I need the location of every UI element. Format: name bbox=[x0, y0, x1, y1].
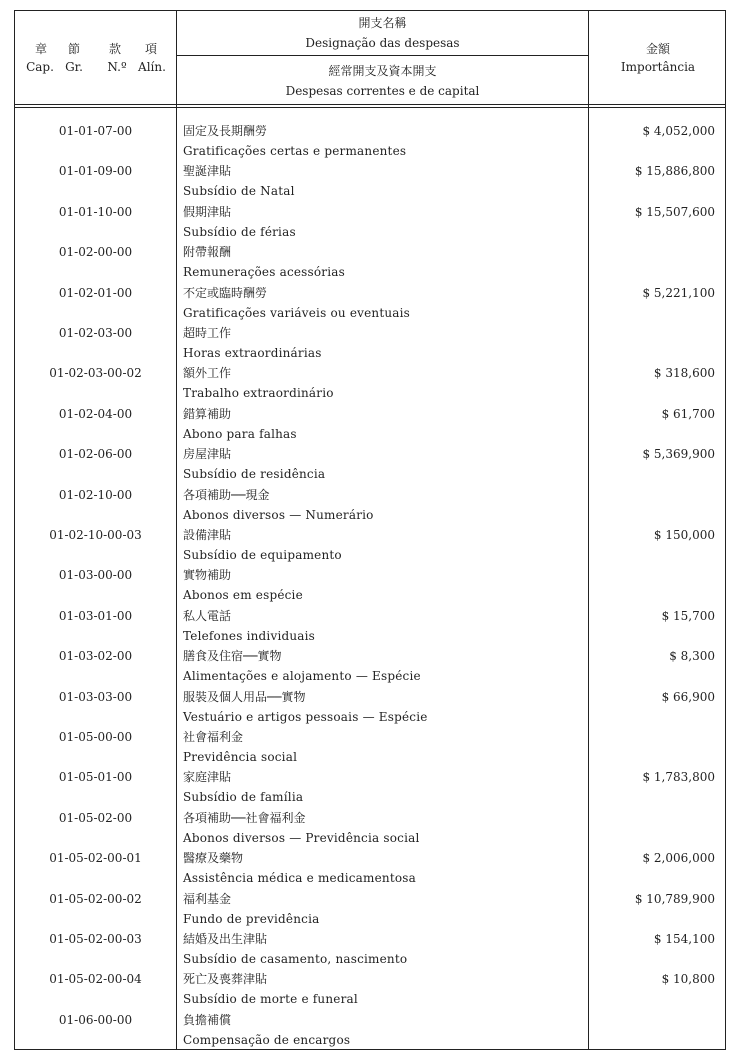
table-row bbox=[15, 196, 727, 239]
header-divider bbox=[176, 55, 588, 56]
row-code: 01-02-04-00 bbox=[58, 406, 133, 421]
table-row bbox=[15, 761, 727, 805]
row-designation: Abonos diversos — Numerário bbox=[183, 507, 374, 522]
header-category-zh: 經常開支及資本開支 bbox=[328, 64, 437, 78]
row-code: 01-02-01-00 bbox=[58, 285, 133, 300]
row-designation: Abonos em espécie bbox=[183, 588, 303, 603]
table-row bbox=[15, 721, 727, 764]
row-designation: Compensação de encargos bbox=[183, 1032, 351, 1047]
row-designation-zh: 實物補助 bbox=[183, 568, 232, 583]
row-code: 01-05-02-00-04 bbox=[49, 972, 142, 987]
row-designation: Fundo de previdência bbox=[183, 911, 320, 926]
table-row bbox=[15, 277, 727, 320]
row-amount: $ 150,000 bbox=[653, 528, 715, 542]
header-bottom-rule bbox=[15, 104, 725, 105]
row-designation-zh: 負擔補償 bbox=[183, 1012, 232, 1027]
row-designation: Subsídio de família bbox=[183, 790, 304, 805]
row-designation-zh: 死亡及喪葬津貼 bbox=[183, 972, 268, 987]
table-row bbox=[15, 317, 727, 360]
row-code: 01-02-03-00-02 bbox=[49, 366, 142, 381]
row-designation: Subsídio de equipamento bbox=[183, 548, 342, 562]
row-amount: $ 15,700 bbox=[661, 608, 715, 623]
row-amount: $ 61,700 bbox=[661, 406, 715, 421]
row-designation: Alimentações e alojamento — Espécie bbox=[183, 669, 421, 684]
row-designation-zh: 錯算補助 bbox=[183, 406, 232, 421]
row-designation-zh: 福利基金 bbox=[183, 891, 232, 906]
row-code: 01-02-10-00-03 bbox=[49, 528, 142, 542]
header-amount-zh: 金額 bbox=[645, 42, 670, 56]
table-row bbox=[15, 519, 727, 562]
header-num: N.º bbox=[107, 60, 127, 74]
table-row bbox=[15, 115, 727, 158]
table-row bbox=[15, 640, 727, 684]
row-amount: $ 10,800 bbox=[661, 972, 715, 987]
table-row bbox=[15, 963, 727, 1007]
row-amount: $ 8,300 bbox=[669, 649, 715, 664]
row-designation: Remunerações acessórias bbox=[183, 265, 345, 280]
row-designation: Subsídio de casamento, nascimento bbox=[183, 952, 408, 966]
row-designation-zh: 服裝及個人用品──實物 bbox=[183, 689, 306, 704]
row-code: 01-02-10-00 bbox=[58, 487, 133, 502]
budget-table bbox=[14, 10, 726, 1050]
row-code: 01-05-01-00 bbox=[58, 770, 133, 785]
row-designation-zh: 不定或臨時酬勞 bbox=[183, 285, 268, 300]
row-amount: $ 66,900 bbox=[661, 689, 715, 704]
row-code: 01-02-03-00 bbox=[58, 326, 133, 340]
row-code: 01-03-00-00 bbox=[58, 568, 133, 583]
row-designation: Previdência social bbox=[183, 750, 298, 764]
row-designation-zh: 私人電話 bbox=[183, 608, 232, 623]
row-amount: $ 154,100 bbox=[653, 932, 715, 946]
row-amount: $ 318,600 bbox=[653, 366, 715, 381]
row-designation-zh: 設備津貼 bbox=[183, 528, 232, 542]
row-code: 01-01-10-00 bbox=[58, 204, 133, 219]
header-designation: Designação das despesas bbox=[305, 36, 460, 50]
row-designation-zh: 醫療及藥物 bbox=[183, 851, 244, 866]
row-designation: Telefones individuais bbox=[183, 628, 316, 643]
row-amount: $ 1,783,800 bbox=[642, 770, 715, 785]
row-designation: Trabalho extraordinário bbox=[183, 386, 334, 401]
table-row bbox=[15, 802, 727, 845]
row-amount: $ 2,006,000 bbox=[642, 851, 715, 866]
row-designation: Assistência médica e medicamentosa bbox=[183, 871, 417, 886]
row-code: 01-05-02-00-01 bbox=[49, 851, 142, 866]
row-designation-zh: 社會福利金 bbox=[183, 730, 244, 744]
header-cap-zh: 章 bbox=[34, 42, 47, 56]
row-amount: $ 15,886,800 bbox=[634, 164, 715, 179]
row-designation-zh: 聖誕津貼 bbox=[183, 164, 232, 179]
row-code: 01-02-06-00 bbox=[58, 447, 133, 462]
table-row bbox=[15, 398, 727, 441]
header-num-zh: 款 bbox=[108, 42, 121, 56]
header-category: Despesas correntes e de capital bbox=[285, 84, 480, 98]
row-designation: Subsídio de férias bbox=[183, 224, 296, 239]
header-gr: Gr. bbox=[65, 60, 83, 74]
row-amount: $ 5,369,900 bbox=[642, 447, 715, 462]
row-designation: Vestuário e artigos pessoais — Espécie bbox=[183, 709, 428, 724]
row-designation: Horas extraordinárias bbox=[183, 346, 322, 360]
header-designation-zh: 開支名稱 bbox=[358, 16, 407, 30]
row-code: 01-05-02-00-03 bbox=[49, 932, 142, 946]
row-designation: Gratificações certas e permanentes bbox=[183, 144, 407, 158]
row-designation-zh: 額外工作 bbox=[183, 366, 232, 381]
table-row bbox=[15, 681, 727, 724]
row-designation-zh: 各項補助──社會福利金 bbox=[183, 810, 306, 825]
row-designation: Abono para falhas bbox=[183, 426, 297, 441]
row-designation: Gratificações variáveis ou eventuais bbox=[183, 305, 411, 320]
table-row bbox=[15, 479, 727, 522]
table-row bbox=[15, 155, 727, 199]
table-row bbox=[15, 438, 727, 482]
row-code: 01-03-03-00 bbox=[58, 689, 133, 704]
row-designation-zh: 各項補助──現金 bbox=[183, 487, 270, 502]
row-code: 01-05-02-00-02 bbox=[49, 891, 142, 906]
row-amount: $ 10,789,900 bbox=[634, 891, 715, 906]
row-designation: Subsídio de morte e funeral bbox=[183, 992, 358, 1007]
header-amount: Importância bbox=[620, 60, 696, 74]
header-gr-zh: 節 bbox=[67, 42, 80, 56]
row-code: 01-01-09-00 bbox=[58, 164, 133, 179]
header-cap: Cap. bbox=[26, 60, 54, 74]
table-row bbox=[15, 1004, 727, 1047]
row-designation: Subsídio de residência bbox=[183, 467, 326, 482]
row-code: 01-01-07-00 bbox=[58, 124, 133, 138]
header-alin: Alín. bbox=[138, 60, 166, 74]
row-designation: Abonos diversos — Previdência social bbox=[183, 830, 420, 845]
row-designation-zh: 固定及長期酬勞 bbox=[183, 124, 268, 138]
row-designation-zh: 家庭津貼 bbox=[183, 770, 232, 785]
row-designation-zh: 房屋津貼 bbox=[183, 447, 232, 462]
header-alin-zh: 項 bbox=[144, 42, 157, 56]
row-code: 01-03-01-00 bbox=[58, 608, 133, 623]
row-code: 01-05-00-00 bbox=[58, 730, 133, 744]
row-code: 01-02-00-00 bbox=[58, 245, 133, 260]
row-designation-zh: 膳食及住宿──實物 bbox=[183, 649, 282, 664]
table-row bbox=[15, 559, 727, 603]
table-row bbox=[15, 236, 727, 280]
row-code: 01-05-02-00 bbox=[58, 810, 133, 825]
row-amount: $ 4,052,000 bbox=[642, 124, 715, 138]
row-designation-zh: 結婚及出生津貼 bbox=[183, 932, 268, 946]
header-bottom-rule bbox=[15, 107, 725, 108]
row-designation-zh: 附帶報酬 bbox=[183, 245, 232, 260]
row-designation-zh: 假期津貼 bbox=[183, 204, 232, 219]
row-amount: $ 5,221,100 bbox=[642, 285, 715, 300]
row-code: 01-06-00-00 bbox=[58, 1012, 133, 1027]
table-row bbox=[15, 842, 727, 886]
row-code: 01-03-02-00 bbox=[58, 649, 133, 664]
table-row bbox=[15, 883, 727, 926]
table-row bbox=[15, 357, 727, 401]
row-designation: Subsídio de Natal bbox=[183, 184, 295, 199]
table-row bbox=[15, 600, 727, 643]
row-amount: $ 15,507,600 bbox=[634, 204, 715, 219]
table-row bbox=[15, 923, 727, 966]
row-designation-zh: 超時工作 bbox=[183, 326, 232, 340]
